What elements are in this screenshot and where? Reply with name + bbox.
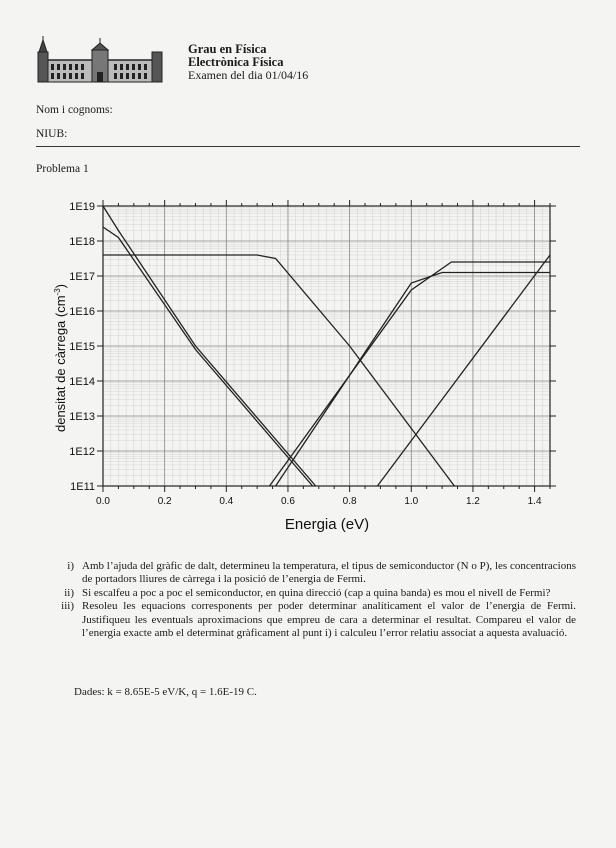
- question-text: Amb l’ajuda del gràfic de dalt, determineu la temperatura, el tipus de semiconductor (N o P), les concentracions de portadors lliures de càrrega i la posició de l’energia de Fermi.: [82, 560, 576, 586]
- problem-title: Problema 1: [36, 163, 89, 175]
- carrier-density-chart: [50, 188, 570, 538]
- y-tick-label: 1E13: [69, 411, 95, 423]
- y-axis-label-close: ): [53, 283, 68, 289]
- constants-data: Dades: k = 8.65E-5 eV/K, q = 1.6E-19 C.: [74, 686, 257, 698]
- y-tick-label: 1E18: [69, 236, 95, 248]
- niub-underline: [36, 146, 580, 147]
- course-title: Electrònica Física: [188, 55, 284, 69]
- question-item: [36, 587, 576, 600]
- y-tick-label: 1E14: [69, 376, 95, 388]
- y-tick-label: 1E19: [69, 201, 95, 213]
- niub-field-label: NIUB:: [36, 128, 68, 140]
- y-tick-label: 1E16: [69, 306, 95, 318]
- x-tick-label: 0.4: [219, 496, 234, 507]
- x-tick-label: 1.4: [527, 496, 542, 507]
- x-tick-label: 1.0: [404, 496, 419, 507]
- y-tick-label: 1E12: [69, 446, 95, 458]
- y-tick-label: 1E15: [69, 341, 95, 353]
- question-text: Si escalfeu a poc a poc el semiconductor, en quina direcció (cap a quina banda) es mou el nivell de Fermi?: [82, 586, 551, 599]
- y-axis-label: [53, 284, 68, 432]
- university-logo: [36, 34, 164, 84]
- x-tick-label: 0.8: [342, 496, 357, 507]
- question-number: i): [67, 560, 74, 572]
- y-tick-label: 1E11: [70, 481, 95, 493]
- question-item: [36, 600, 576, 640]
- question-item: [36, 560, 576, 587]
- degree-title: Grau en Física: [188, 42, 267, 56]
- y-axis-label-main: densitat de càrrega (cm: [53, 295, 68, 433]
- exam-date: Examen del dia 01/04/16: [188, 68, 309, 82]
- x-axis-label: Energia (eV): [284, 516, 370, 533]
- question-number: ii): [64, 586, 74, 599]
- x-tick-label: 1.2: [465, 496, 480, 507]
- questions-list: [36, 560, 576, 640]
- y-tick-label: 1E17: [69, 271, 95, 283]
- question-number: iii): [61, 600, 74, 613]
- x-tick-label: 0.6: [281, 496, 295, 507]
- chart-grid: [103, 206, 550, 486]
- y-axis-label-exponent: -3: [53, 288, 62, 296]
- question-text: Resoleu les equacions corresponents per poder determinar analíticament el valor de l’energia de Fermi. Justifiqueu les eventuals aproximacions que empreu de cara a determinar el resultat. Compareu el valor de l’energia exacte amb el determinat gràficament al punt i) i calculeu l’error relatiu associat a aquesta avaluació.: [82, 600, 576, 640]
- x-tick-label: 0.2: [157, 496, 172, 507]
- name-field-label: Nom i cognoms:: [36, 104, 113, 116]
- x-tick-label: 0.0: [96, 496, 110, 507]
- series-line-holes-A: [276, 273, 550, 487]
- exam-header: [188, 43, 308, 82]
